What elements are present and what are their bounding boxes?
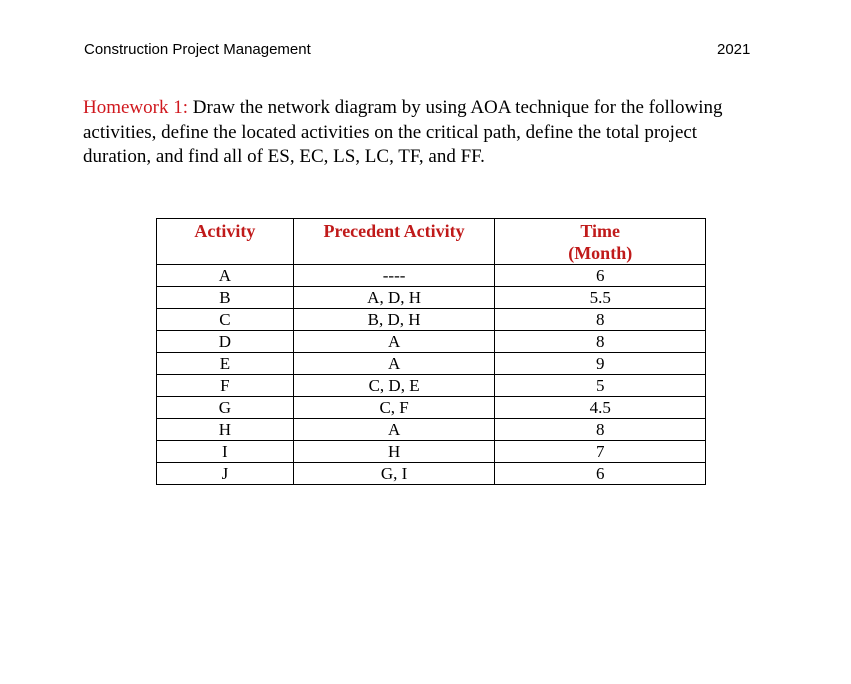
cell-time: 4.5 (495, 397, 706, 419)
cell-time: 8 (495, 419, 706, 441)
homework-label: Homework 1: (83, 97, 189, 118)
table-header-row (157, 219, 706, 265)
table-row (157, 309, 706, 331)
cell-activity: J (157, 463, 294, 485)
cell-time: 9 (495, 353, 706, 375)
cell-precedent: H (293, 441, 495, 463)
time-header-line1: Time (580, 221, 621, 241)
table-row (157, 353, 706, 375)
homework-instructions: Draw the network diagram by using AOA technique for the following activities, define the located activities on the critical path, define the total project duration, and find all of ES, EC, LS, LC, TF, and FF. (83, 97, 723, 167)
column-header-time (495, 219, 706, 265)
table-row (157, 375, 706, 397)
cell-time: 6 (495, 265, 706, 287)
cell-activity: C (157, 309, 294, 331)
cell-precedent: A, D, H (293, 287, 495, 309)
table-row (157, 441, 706, 463)
cell-precedent: G, I (293, 463, 495, 485)
table-row (157, 287, 706, 309)
cell-activity: F (157, 375, 294, 397)
cell-precedent: C, D, E (293, 375, 495, 397)
cell-precedent: B, D, H (293, 309, 495, 331)
cell-time: 7 (495, 441, 706, 463)
cell-time: 6 (495, 463, 706, 485)
cell-activity: A (157, 265, 294, 287)
document-header-year: 2021 (717, 41, 751, 58)
cell-precedent: A (293, 419, 495, 441)
document-header-title: Construction Project Management (84, 41, 311, 58)
cell-precedent: ---- (293, 265, 495, 287)
table-row (157, 265, 706, 287)
column-header-activity: Activity (157, 219, 294, 265)
cell-activity: I (157, 441, 294, 463)
column-header-precedent: Precedent Activity (293, 219, 495, 265)
table-row (157, 419, 706, 441)
time-header-line2: (Month) (568, 243, 633, 263)
cell-time: 5.5 (495, 287, 706, 309)
table-row (157, 463, 706, 485)
table-row (157, 331, 706, 353)
cell-time: 8 (495, 331, 706, 353)
table-row (157, 397, 706, 419)
cell-activity: D (157, 331, 294, 353)
homework-paragraph (83, 96, 763, 170)
cell-activity: H (157, 419, 294, 441)
cell-activity: E (157, 353, 294, 375)
cell-activity: G (157, 397, 294, 419)
cell-precedent: A (293, 331, 495, 353)
activity-table (156, 218, 706, 485)
cell-time: 5 (495, 375, 706, 397)
cell-activity: B (157, 287, 294, 309)
cell-precedent: C, F (293, 397, 495, 419)
cell-time: 8 (495, 309, 706, 331)
cell-precedent: A (293, 353, 495, 375)
table-body (157, 265, 706, 485)
